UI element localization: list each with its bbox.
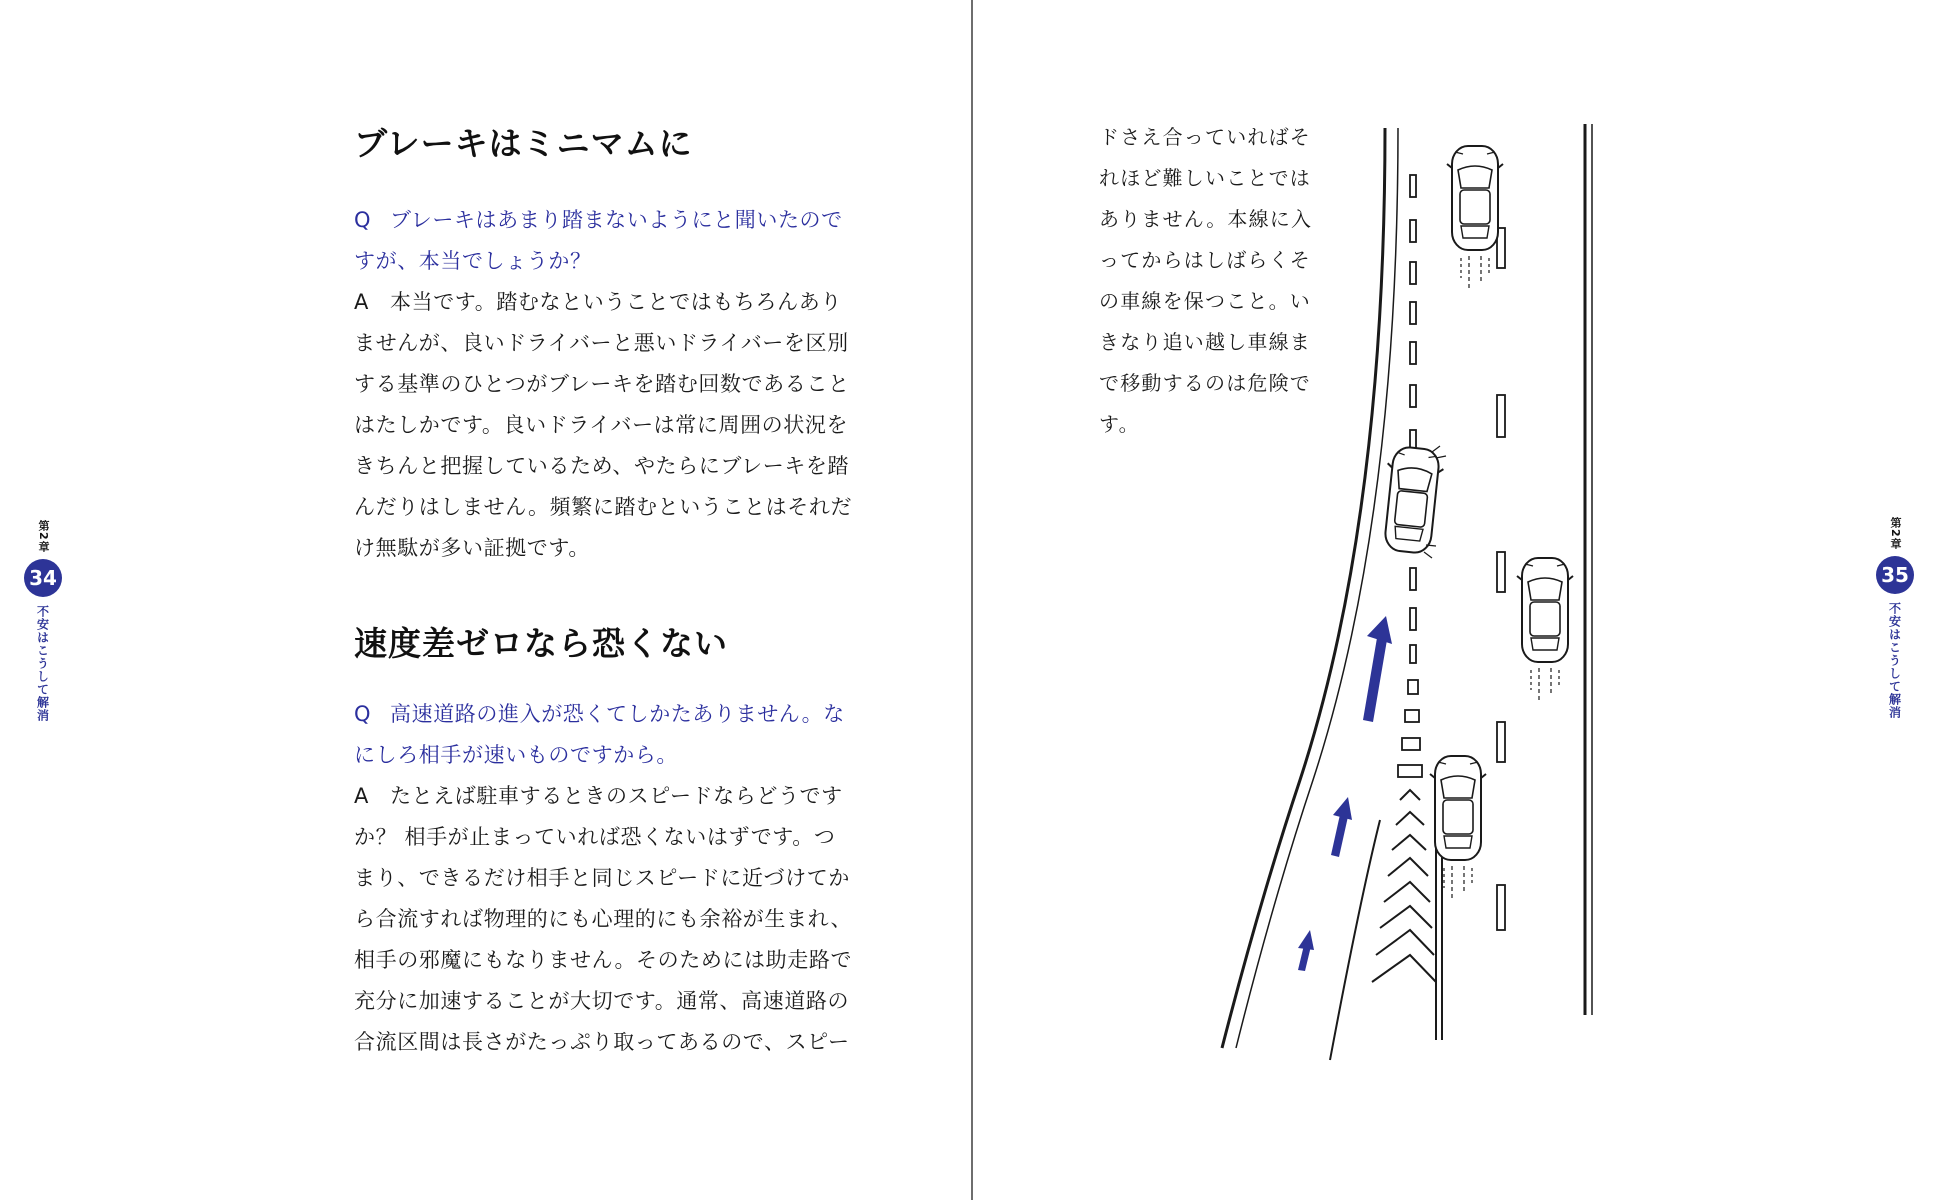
section-heading-speed: 速度差ゼロなら恐くない <box>354 624 728 663</box>
question-text: ブレーキはあまり踏まないようにと聞いたのですが、本当でしょうか？ <box>354 208 843 273</box>
q-mark: Q <box>354 208 372 232</box>
chapter-label: 第2章 <box>37 520 50 553</box>
arrow-up-icon <box>1298 930 1314 971</box>
section-heading-brake: ブレーキはミニマムに <box>354 124 693 163</box>
chapter-title-vertical: 不安はこうして解消 <box>35 604 50 722</box>
page-number-badge: 35 <box>1876 556 1914 594</box>
q-mark: Q <box>354 702 372 726</box>
main-lane-dashes <box>1497 228 1505 930</box>
answer-text: 本当です。踏むなということではもちろんありませんが、良いドライバーと悪いドライバーを区別する基準のひとつがブレーキを踏む回数であることはたしかです。良いドライバーは常に周囲の状況をきちんと把握しているため、やたらにブレーキを踏んだりはしません。頻繁に踏むということはそれだけ無駄が多い証拠です。 <box>354 290 853 560</box>
answer-text: たとえば駐車するときのスピードならどうですか？ 相手が止まっていれば恐くないはずです。つまり、できるだけ相手と同じスピードに近づけてから合流すれば物理的にも心理的にも余裕が生まれ、相手の邪魔にもなりません。そのためには助走路で充分に加速することが大切です。通常、高速道路の合流区間は長さがたっぷり取ってあるので、スピー <box>354 784 853 1054</box>
car-merging <box>1379 445 1446 554</box>
page-number-badge: 34 <box>24 559 62 597</box>
a-mark: A <box>354 290 369 314</box>
chapter-label: 第2章 <box>1889 517 1902 550</box>
car-main-bottom <box>1430 756 1486 898</box>
a-mark: A <box>354 784 369 808</box>
arrow-up-icon <box>1363 616 1392 722</box>
question-text: 高速道路の進入が恐くてしかたありません。なにしろ相手が速いものですから。 <box>354 702 845 767</box>
gore-chevrons <box>1372 790 1442 1040</box>
car-main-right <box>1517 558 1573 700</box>
continued-paragraph: ドさえ合っていればそれほど難しいことではありません。本線に入ってからはしばらくその車線を保つこと。いきなり追い越し車線まで移動するのは危険です。 <box>1099 125 1313 436</box>
chapter-title-vertical: 不安はこうして解消 <box>1887 601 1902 719</box>
car-main-top <box>1447 146 1503 288</box>
arrow-up-icon <box>1331 797 1352 857</box>
